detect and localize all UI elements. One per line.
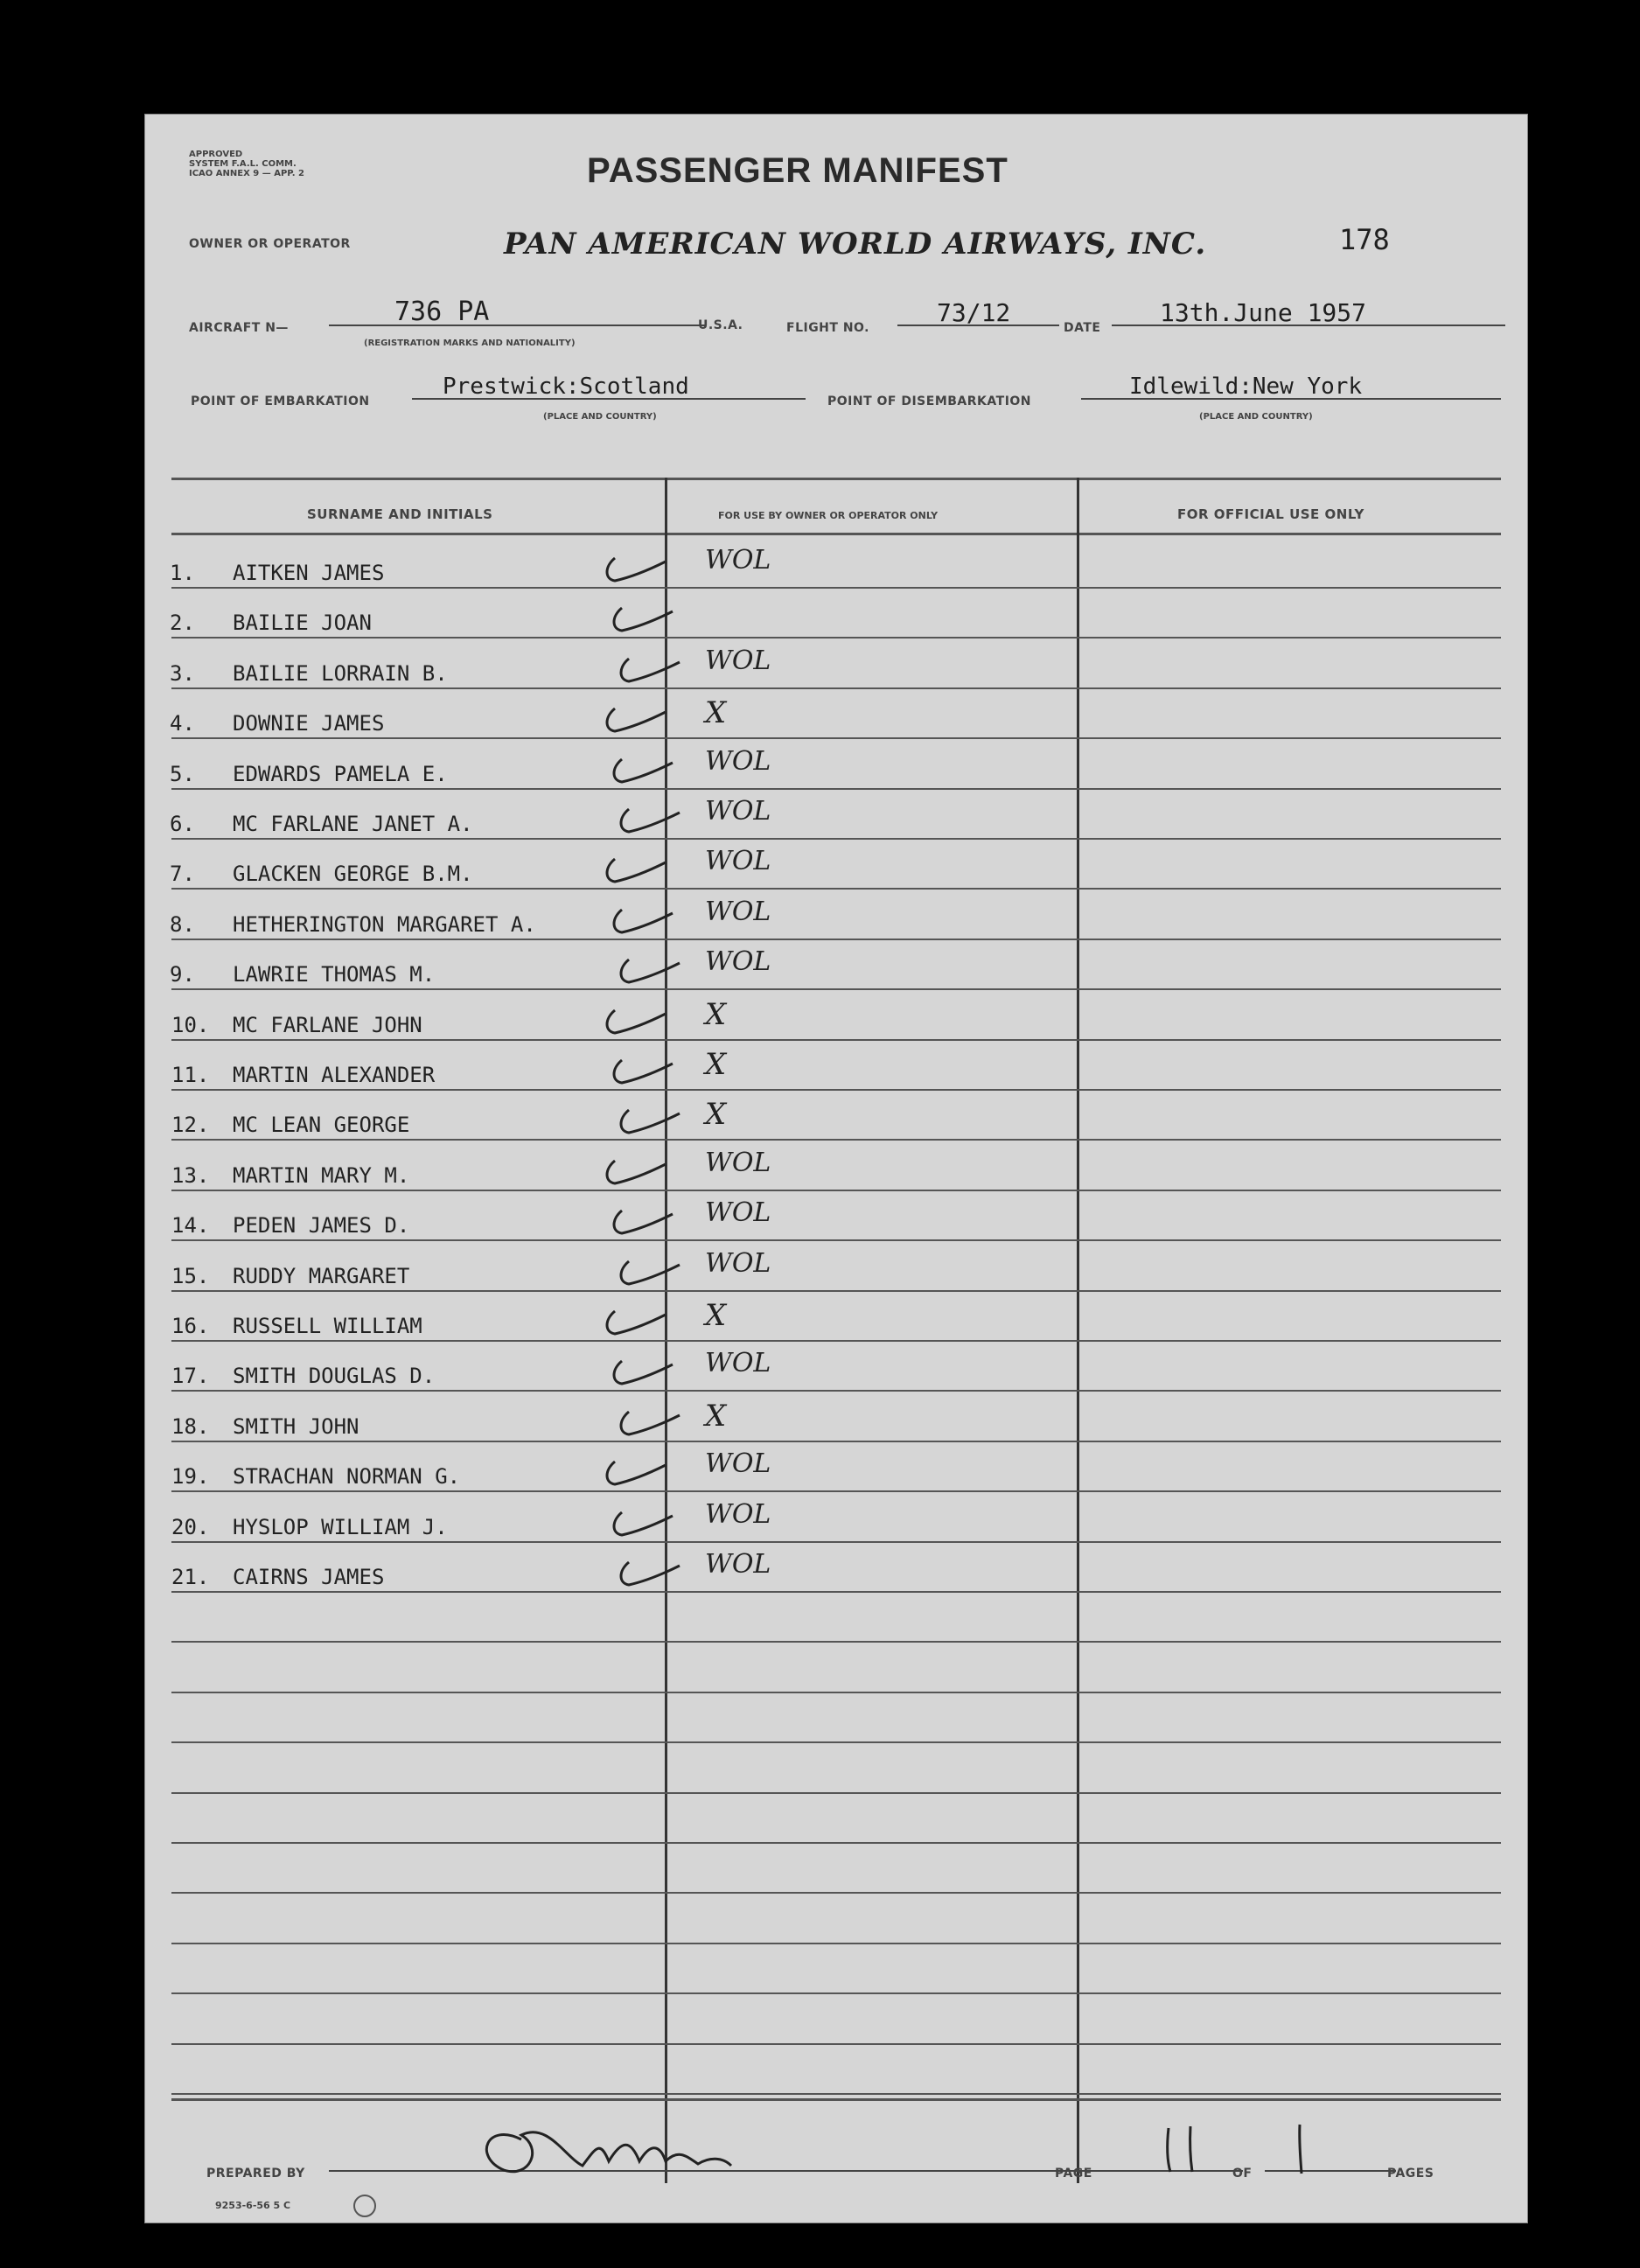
check-mark-icon (610, 1401, 688, 1445)
row-rule (171, 1591, 1501, 1593)
row-rule (171, 687, 1501, 689)
union-label-icon (353, 2195, 376, 2217)
row-rule (171, 1290, 1501, 1292)
row-rule (171, 737, 1501, 739)
page-count-handwritten (1269, 2118, 1330, 2179)
owner-use-mark: X (705, 1398, 727, 1434)
check-mark-icon (610, 799, 688, 842)
owner-use-mark: WOL (705, 946, 771, 978)
check-mark-icon (596, 548, 674, 591)
row-number: 7. (170, 862, 195, 887)
owner-use-mark: X (705, 695, 727, 731)
row-number: 21. (171, 1565, 210, 1589)
row-rule (171, 1190, 1501, 1191)
row-number: 1. (170, 561, 195, 585)
row-rule (171, 1340, 1501, 1342)
passenger-name: BAILIE LORRAIN B. (233, 660, 448, 686)
row-rule (171, 1792, 1501, 1794)
col-surname-header: SURNAME AND INITIALS (307, 506, 493, 522)
row-rule (171, 1892, 1501, 1894)
passenger-name: RUSSELL WILLIAM (233, 1314, 422, 1338)
table-top-rule (171, 478, 1501, 480)
passenger-name: MC LEAN GEORGE (233, 1113, 410, 1138)
owner-use-mark: WOL (705, 1147, 771, 1178)
page-label: PAGE (1055, 2167, 1092, 2181)
col-owner-header: FOR USE BY OWNER OR OPERATOR ONLY (718, 510, 939, 521)
passenger-name: MARTIN MARY M. (233, 1162, 410, 1188)
row-number: 10. (171, 1012, 210, 1037)
row-rule (171, 2043, 1501, 2045)
page-title: PASSENGER MANIFEST (587, 151, 1008, 190)
owner-use-mark: WOL (705, 896, 771, 927)
check-mark-icon (603, 749, 681, 792)
passenger-name: AITKEN JAMES (233, 561, 385, 585)
row-number: 17. (171, 1364, 210, 1389)
disembark-label: POINT OF DISEMBARKATION (827, 394, 1032, 408)
embark-sub: (PLACE AND COUNTRY) (543, 412, 657, 422)
disembark-value: Idlewild:New York (1129, 373, 1363, 400)
row-number: 3. (170, 660, 195, 686)
flight-value: 73/12 (937, 298, 1011, 327)
check-mark-icon (596, 1000, 674, 1043)
aircraft-sub: (REGISTRATION MARKS AND NATIONALITY) (364, 338, 576, 348)
row-rule (171, 1039, 1501, 1041)
check-mark-icon (603, 1502, 681, 1546)
row-rule (171, 1139, 1501, 1141)
passenger-name: MC FARLANE JOHN (233, 1012, 422, 1037)
table-header-rule (171, 533, 1501, 535)
owner-use-mark: WOL (705, 1549, 771, 1580)
check-mark-icon (603, 1350, 681, 1394)
check-mark-icon (603, 899, 681, 943)
usa-label: U.S.A. (698, 318, 743, 332)
aircraft-label: AIRCRAFT N— (189, 321, 289, 335)
row-number: 12. (171, 1113, 210, 1138)
row-number: 16. (171, 1314, 210, 1338)
table-bottom-rule (171, 2098, 1501, 2101)
pages-label: PAGES (1387, 2167, 1434, 2181)
owner-use-mark: WOL (705, 745, 771, 777)
row-rule (171, 888, 1501, 890)
check-mark-icon (610, 949, 688, 993)
passenger-name: SMITH JOHN (233, 1413, 359, 1439)
owner-use-mark: WOL (705, 1197, 771, 1229)
row-number: 2. (170, 611, 195, 636)
row-rule (171, 1641, 1501, 1643)
passenger-name: SMITH DOUGLAS D. (233, 1364, 436, 1389)
owner-use-mark: WOL (705, 796, 771, 827)
row-rule (171, 939, 1501, 940)
passenger-name: HETHERINGTON MARGARET A. (233, 911, 536, 937)
form-code: 9253-6-56 5 C (215, 2200, 291, 2211)
owner-use-mark: WOL (705, 1448, 771, 1480)
owner-use-mark: WOL (705, 1247, 771, 1279)
approval-note (189, 150, 304, 178)
row-rule (171, 1490, 1501, 1492)
row-rule (171, 1741, 1501, 1743)
approval-line: SYSTEM F.A.L. COMM. (189, 159, 297, 169)
check-mark-icon (596, 1451, 674, 1495)
check-mark-icon (596, 1150, 674, 1194)
owner-use-mark: X (705, 1047, 727, 1082)
column-divider-2 (1077, 478, 1079, 2183)
of-label: OF (1232, 2167, 1253, 2181)
owner-use-mark: X (705, 996, 727, 1032)
passenger-name: EDWARDS PAMELA E. (233, 761, 448, 786)
sheet-number: 178 (1339, 223, 1390, 256)
row-number: 8. (170, 911, 195, 937)
owner-use-mark: X (705, 1298, 727, 1333)
passenger-name: BAILIE JOAN (233, 611, 372, 636)
check-mark-icon (596, 848, 674, 892)
row-rule (171, 1239, 1501, 1241)
owner-use-mark: WOL (705, 545, 771, 576)
passenger-name: HYSLOP WILLIAM J. (233, 1514, 448, 1539)
owner-label: OWNER OR OPERATOR (189, 237, 351, 251)
check-mark-icon (610, 1552, 688, 1595)
check-mark-icon (610, 1099, 688, 1143)
disembark-sub: (PLACE AND COUNTRY) (1199, 412, 1313, 422)
aircraft-value: 736 PA (394, 297, 490, 327)
row-rule (171, 1943, 1501, 1944)
prepared-label: PREPARED BY (206, 2167, 305, 2181)
passenger-name: RUDDY MARGARET (233, 1263, 410, 1288)
owner-use-mark: WOL (705, 645, 771, 676)
passenger-name: LAWRIE THOMAS M. (233, 962, 436, 987)
row-number: 11. (171, 1063, 210, 1087)
row-number: 4. (170, 711, 195, 736)
passenger-name: DOWNIE JAMES (233, 711, 385, 736)
row-rule (171, 1390, 1501, 1392)
date-label: DATE (1064, 321, 1101, 335)
row-rule (171, 1842, 1501, 1844)
row-rule (171, 587, 1501, 589)
row-rule (171, 1541, 1501, 1543)
row-number: 9. (170, 962, 195, 987)
row-number: 14. (171, 1213, 210, 1239)
row-rule (171, 838, 1501, 840)
passenger-name: GLACKEN GEORGE B.M. (233, 862, 473, 887)
passenger-name: CAIRNS JAMES (233, 1565, 385, 1589)
row-number: 13. (171, 1162, 210, 1188)
row-number: 5. (170, 761, 195, 786)
check-mark-icon (596, 698, 674, 742)
row-rule (171, 1692, 1501, 1693)
approval-line: APPROVED (189, 150, 243, 159)
page-number-handwritten (1151, 2118, 1212, 2179)
preparer-signature (469, 2087, 766, 2183)
passenger-name: MARTIN ALEXANDER (233, 1063, 436, 1087)
row-number: 19. (171, 1464, 210, 1490)
flight-label: FLIGHT NO. (786, 321, 869, 335)
owner-use-mark: WOL (705, 846, 771, 877)
owner-use-mark: X (705, 1097, 727, 1133)
row-rule (171, 988, 1501, 990)
row-number: 18. (171, 1413, 210, 1439)
check-mark-icon (603, 1050, 681, 1093)
row-rule (171, 637, 1501, 639)
passenger-name: MC FARLANE JANET A. (233, 812, 473, 836)
passenger-name: STRACHAN NORMAN G. (233, 1464, 461, 1490)
row-rule (171, 2093, 1501, 2095)
check-mark-icon (603, 597, 681, 641)
row-rule (171, 1089, 1501, 1091)
embark-label: POINT OF EMBARKATION (191, 394, 370, 408)
check-mark-icon (603, 1200, 681, 1244)
owner-use-mark: WOL (705, 1348, 771, 1379)
check-mark-icon (596, 1301, 674, 1344)
row-number: 20. (171, 1514, 210, 1539)
check-mark-icon (610, 648, 688, 692)
row-rule (171, 788, 1501, 790)
row-rule (171, 1441, 1501, 1442)
embark-value: Prestwick:Scotland (443, 373, 689, 400)
row-number: 6. (170, 812, 195, 836)
owner-use-mark: WOL (705, 1498, 771, 1530)
owner-name: PAN AMERICAN WORLD AIRWAYS, INC. (504, 227, 1207, 262)
row-number: 15. (171, 1263, 210, 1288)
approval-line: ICAO ANNEX 9 — APP. 2 (189, 169, 305, 178)
date-value: 13th.June 1957 (1160, 298, 1367, 327)
col-official-header: FOR OFFICIAL USE ONLY (1177, 506, 1364, 522)
row-rule (171, 1992, 1501, 1994)
manifest-sheet (144, 114, 1528, 2223)
check-mark-icon (610, 1251, 688, 1295)
passenger-name: PEDEN JAMES D. (233, 1213, 410, 1239)
